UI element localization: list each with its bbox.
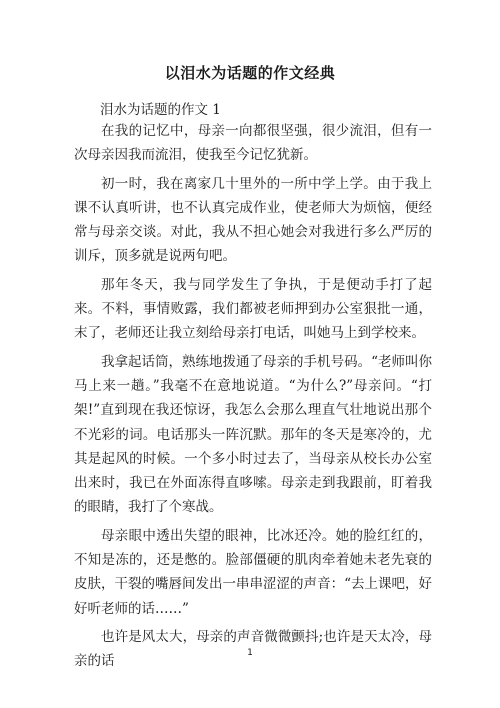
paragraph: 那年冬天，我与同学发生了争执，于是便动手打了起来。不料，事情败露，我们都被老师押到办公室狠批一通，末了，老师还让我立刻给母亲打电话，叫她马上到学校来。 [74,276,432,342]
paragraph: 母亲眼中透出失望的眼神，比冰还冷。她的脸红红的，不知是冻的，还是憋的。脸部僵硬的肌肉牵着她未老先衰的皮肤，干裂的嘴唇间发出一串串涩涩的声音：“去上课吧，好好听老师的话……” [74,527,432,617]
essay-heading: 泪水为话题的作文 1 [100,102,221,118]
paragraph: 初一时，我在离家几十里外的一所中学上学。由于我上课不认真听讲，也不认真完成作业，使老师大为烦恼，便经常与母亲交谈。对此，我从不担心她会对我进行多么严厉的训斥，顶多就是说两句吧。 [74,175,432,265]
essay-body [74,119,432,678]
paragraph: 也许是风太大，母亲的声音微微颤抖;也许是天太冷，母亲的话 [74,628,432,670]
page-number: 1 [247,648,253,658]
document-title: 以泪水为话题的作文经典 [164,64,336,82]
paragraph: 在我的记忆中，母亲一向都很坚强，很少流泪，但有一次母亲因我而流泪，使我至今记忆犹新。 [74,123,432,164]
paragraph: 我拿起话筒，熟练地拨通了母亲的手机号码。“老师叫你马上来一趟。”我毫不在意地说道。“为什么?”母亲问。“打架!”直到现在我还惊讶，我怎么会那么理直气壮地说出那个不光彩的词。电话那头一阵沉默。那年的冬天是寒冷的，尤其是起风的时候。一个多小时过去了，当母亲从校长办公室出来时，我已在外面冻得直哆嗦。母亲走到我跟前，盯着我的眼睛，我打了个寒战。 [74,353,432,516]
